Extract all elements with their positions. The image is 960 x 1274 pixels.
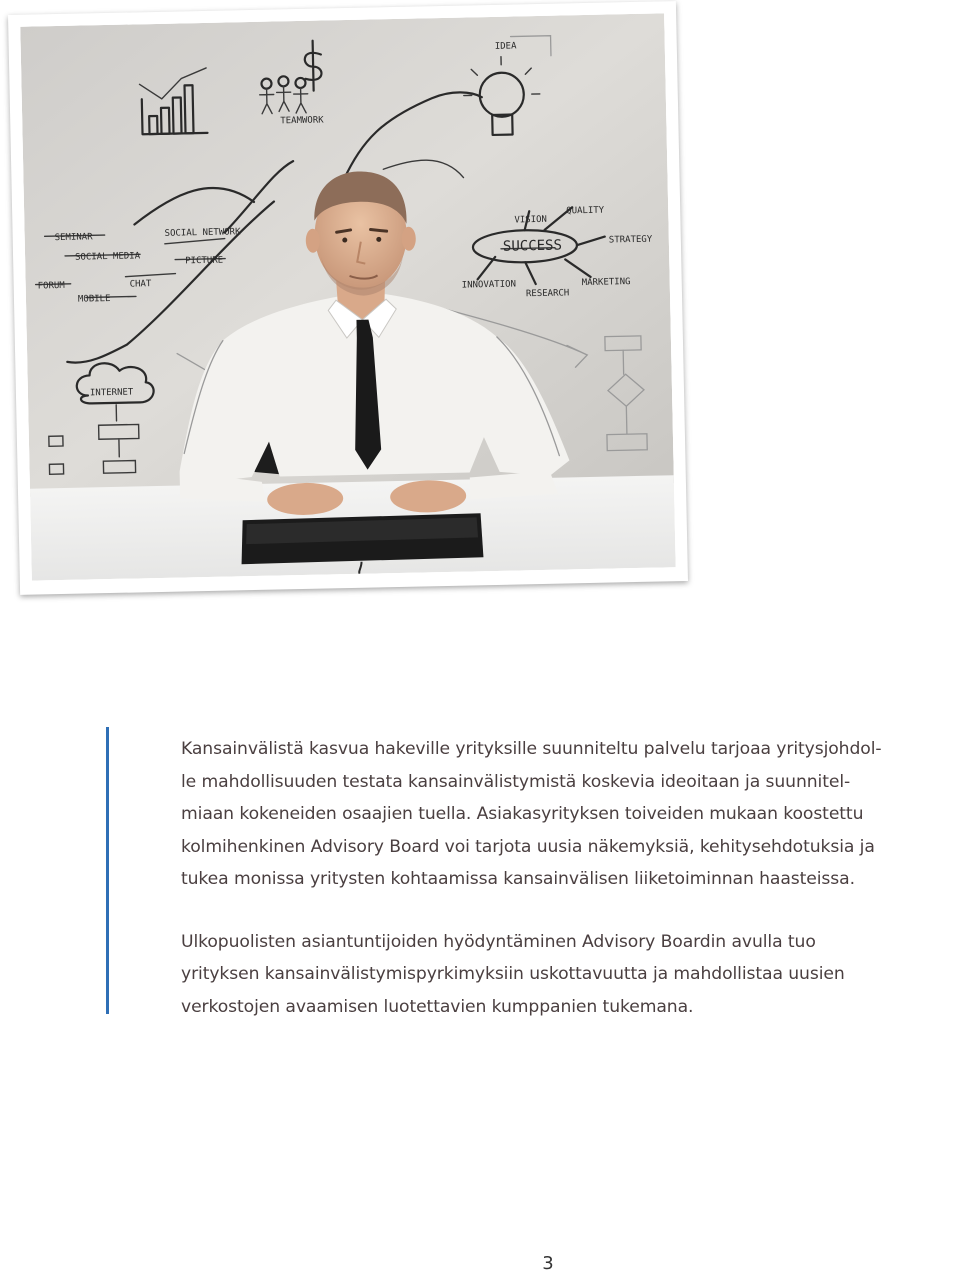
svg-text:FORUM: FORUM [37, 280, 65, 292]
svg-text:VISION: VISION [514, 214, 548, 226]
text-line: yrityksen kansainvälistymispyrkimyksiin uskottavuutta ja mahdollistaa uusien [181, 964, 845, 984]
svg-text:TEAMWORK: TEAMWORK [280, 115, 324, 127]
text-line: Ulkopuolisten asiantuntijoiden hyödyntäminen Advisory Boardin avulla tuo [181, 931, 816, 952]
svg-text:SOCIAL MEDIA: SOCIAL MEDIA [74, 251, 141, 263]
body-text [181, 733, 941, 1053]
svg-text:IDEA: IDEA [494, 41, 517, 52]
svg-text:SUCCESS: SUCCESS [502, 237, 563, 255]
svg-text:CHAT: CHAT [129, 279, 152, 290]
businessman-photo [20, 13, 675, 580]
svg-text:SOCIAL NETWORK: SOCIAL NETWORK [164, 227, 241, 239]
text-line: le mahdollisuuden testata kansainvälistymistä koskevia ideoitaan ja suunnitel- [181, 771, 851, 792]
svg-text:INNOVATION: INNOVATION [461, 279, 517, 291]
svg-text:MARKETING: MARKETING [581, 277, 631, 289]
svg-text:QUALITY: QUALITY [566, 205, 605, 217]
text-line: verkostojen avaamisen luotettavien kumppanien tukemana. [181, 996, 694, 1017]
text-line: kolmihenkinen Advisory Board voi tarjota uusia näkemyksiä, kehitysehdotuksia ja [181, 836, 875, 857]
accent-rule [106, 727, 109, 1014]
svg-text:INTERNET: INTERNET [89, 387, 134, 399]
photo-frame [8, 1, 688, 595]
svg-text:STRATEGY: STRATEGY [608, 234, 653, 246]
svg-text:RESEARCH: RESEARCH [525, 288, 570, 300]
paragraph-1 [181, 733, 941, 896]
svg-text:PICTURE: PICTURE [185, 255, 224, 267]
paragraph-2 [181, 926, 941, 1024]
svg-text:SEMINAR: SEMINAR [54, 232, 93, 244]
text-line: miaan kokeneiden osaajien tuella. Asiakasyrityksen toiveiden mukaan koostettu [181, 804, 864, 824]
svg-text:MOBILE: MOBILE [77, 293, 111, 305]
text-line: Kansainvälistä kasvua hakeville yrityksille suunniteltu palvelu tarjoaa yritysjohdol- [181, 739, 882, 759]
photo-illustration [20, 13, 675, 580]
text-line: tukea monissa yritysten kohtaamissa kansainvälisen liiketoiminnan haasteissa. [181, 869, 855, 889]
page-number: 3 [542, 1253, 554, 1274]
